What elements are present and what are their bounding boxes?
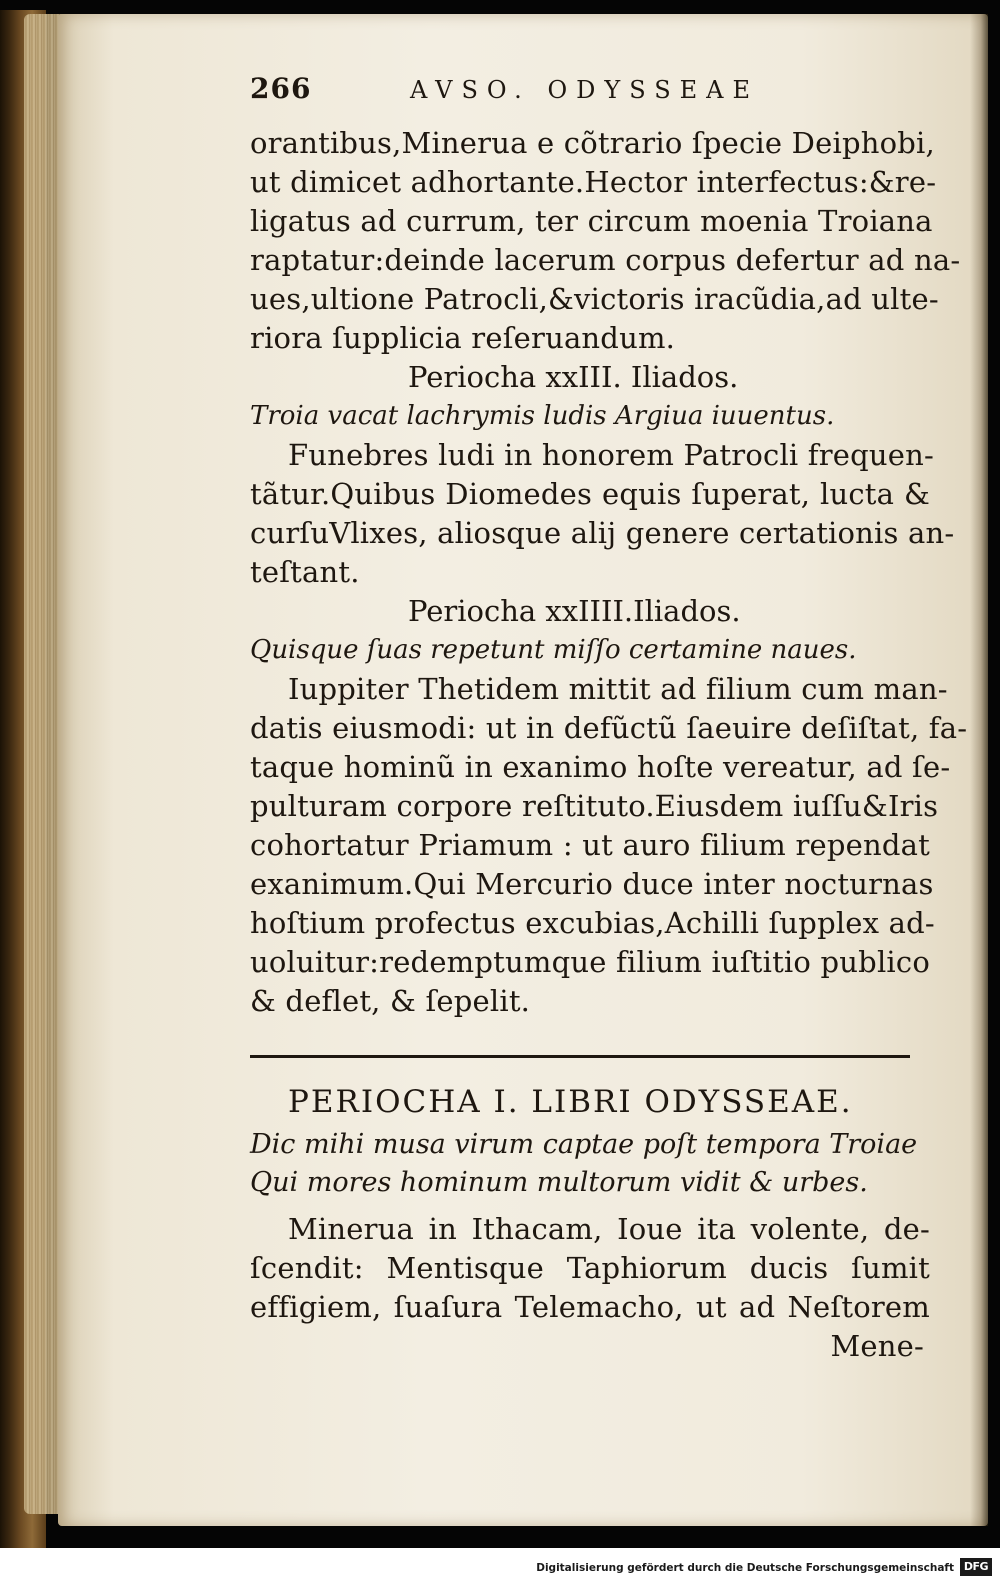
- odyssey-title: PERIOCHA I. LIBRI ODYSSEAE.: [288, 1084, 853, 1120]
- text-line: datis eiusmodi: ut in defũctũ ſaeuire deſiſtat, fa-: [250, 711, 968, 745]
- text-line: ut dimicet adhortante.Hector interfectus:&re-: [250, 165, 937, 199]
- periocha-23-verse: Troia vacat lachrymis ludis Argiua iuuentus.: [250, 401, 835, 431]
- section-divider-rule: [250, 1055, 910, 1058]
- text-line: exanimum.Qui Mercurio duce inter nocturnas: [250, 867, 934, 901]
- text-line: Funebres ludi in honorem Patrocli frequen-: [288, 438, 935, 472]
- funding-credit: Digitalisierung gefördert durch die Deutsche Forschungsgemeinschaft: [536, 1562, 954, 1574]
- text-line: raptatur:deinde lacerum corpus defertur ad na-: [250, 243, 961, 277]
- digitization-footer: [0, 1548, 1000, 1584]
- text-line: uoluitur:redemptumque filium iuſtitio publico: [250, 945, 930, 979]
- text-line: taque hominũ in exanimo hoſte vereatur, ad ſe-: [250, 750, 951, 784]
- periocha-23-section: [250, 358, 955, 592]
- text-line: ues,ultione Patrocli,&victoris iracũdia,ad ulte-: [250, 282, 939, 316]
- odyssey-section: [250, 1078, 930, 1366]
- text-line: tãtur.Quibus Diomedes equis ſuperat, lucta &: [250, 477, 930, 511]
- dfg-logo: DFG: [960, 1558, 992, 1576]
- page-gutter-shadow: [970, 14, 988, 1526]
- text-line: curſuVlixes, aliosque alij genere certationis an-: [250, 516, 955, 550]
- text-line: & deflet, & ſepelit.: [250, 984, 531, 1018]
- text-line: orantibus,Minerua e cõtrario ſpecie Deiphobi,: [250, 126, 935, 160]
- text-line: hoſtium profectus excubias,Achilli ſupplex ad-: [250, 906, 935, 940]
- odyssey-verse-line: Dic mihi musa virum captae poſt tempora Troiae: [250, 1129, 918, 1160]
- periocha-24-title: Periocha xxIIII.Iliados.: [408, 594, 741, 628]
- text-line: effigiem, ſuaſura Telemacho, ut ad Neſtorem: [250, 1290, 930, 1324]
- periocha-24-verse: Quisque ſuas repetunt miſſo certamine naues.: [250, 635, 857, 665]
- periocha-24-section: [250, 592, 968, 1021]
- page-text-block: [250, 72, 968, 1366]
- text-line: teſtant.: [250, 555, 360, 589]
- text-line: riora ſupplicia reſeruandum.: [250, 321, 676, 355]
- text-line: cohortatur Priamum : ut auro filium rependat: [250, 828, 930, 862]
- text-line: Minerua in Ithacam, Ioue ita volente, de-: [288, 1212, 930, 1246]
- text-line: ligatus ad currum, ter circum moenia Troiana: [250, 204, 933, 238]
- periocha-23-title: Periocha xxIII. Iliados.: [408, 360, 739, 394]
- text-line: ſcendit: Mentisque Taphiorum ducis ſumit: [250, 1251, 930, 1285]
- catchword: Mene-: [830, 1329, 924, 1363]
- page-number: 266: [250, 72, 312, 105]
- running-head: AVSO. ODYSSEAE: [410, 76, 760, 104]
- paragraph-hector: [250, 124, 961, 358]
- text-line: Iuppiter Thetidem mittit ad filium cum man-: [288, 672, 948, 706]
- text-line: pulturam corpore reſtituto.Eiusdem iuſſu&Iris: [250, 789, 939, 823]
- odyssey-verse-line: Qui mores hominum multorum vidit & urbes.: [250, 1167, 868, 1198]
- page-header: [250, 72, 930, 124]
